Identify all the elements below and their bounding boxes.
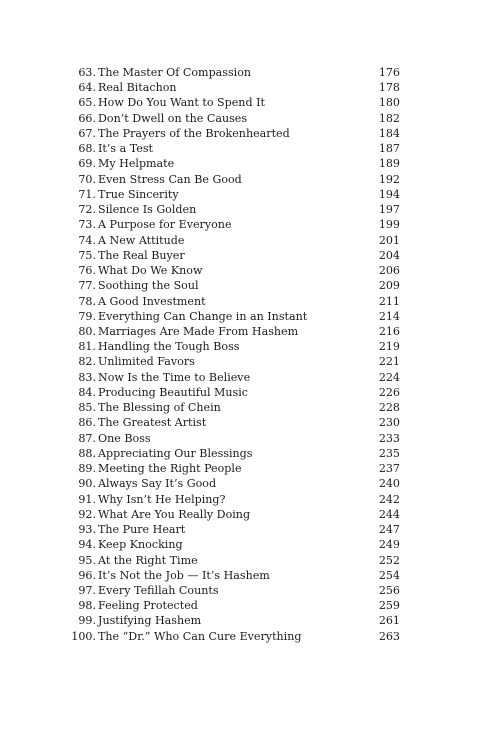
toc-entry-title: Soothing the Soul: [98, 279, 199, 293]
toc-entry-page-number: 201: [378, 233, 400, 247]
toc-entry[interactable]: [70, 354, 400, 369]
toc-entry-number: 67.: [78, 126, 96, 140]
toc-entry[interactable]: [70, 492, 400, 507]
toc-entry-page-number: 176: [378, 66, 400, 79]
toc-entry-title: Justifying Hashem: [98, 614, 202, 628]
toc-entry[interactable]: [70, 370, 400, 385]
toc-entry-title: True Sincerity: [98, 187, 179, 201]
toc-entry-number: 90.: [78, 477, 96, 491]
toc-entry-number: 99.: [78, 614, 96, 628]
toc-entry-title: The Real Buyer: [98, 248, 185, 262]
toc-entry-page-number: 252: [378, 553, 400, 567]
toc-entry-number: 98.: [78, 599, 96, 613]
toc-entry[interactable]: [70, 400, 400, 415]
toc-entry-title: Producing Beautiful Music: [98, 385, 248, 399]
toc-entry[interactable]: [70, 80, 400, 95]
toc-entry-title: Silence Is Golden: [98, 203, 197, 217]
toc-entry-number: 70.: [78, 172, 96, 186]
toc-entry-page-number: 221: [378, 355, 400, 369]
toc-entry[interactable]: [70, 95, 400, 110]
toc-entry-page-number: 192: [378, 172, 400, 186]
toc-entry[interactable]: [70, 294, 400, 309]
toc-entry-title: A Good Investment: [98, 294, 206, 308]
table-of-contents: [70, 65, 400, 644]
toc-entry-page-number: 240: [378, 477, 400, 491]
toc-entry-title: What Do We Know: [98, 264, 203, 278]
toc-entry-title: It’s a Test: [98, 142, 153, 156]
toc-entry-title: Every Tefillah Counts: [98, 583, 219, 597]
toc-entry-number: 63.: [78, 66, 96, 79]
toc-entry-title: Everything Can Change in an Instant: [98, 309, 308, 323]
toc-entry[interactable]: [70, 278, 400, 293]
toc-entry-page-number: 214: [378, 309, 400, 323]
toc-entry-title: The Pure Heart: [98, 523, 186, 537]
toc-entry-number: 88.: [78, 446, 96, 460]
toc-entry[interactable]: [70, 385, 400, 400]
toc-entry-title: Now Is the Time to Believe: [98, 370, 251, 384]
toc-entry[interactable]: [70, 522, 400, 537]
toc-entry-number: 72.: [78, 203, 96, 217]
toc-entry-title: The Greatest Artist: [98, 416, 207, 430]
toc-entry[interactable]: [70, 415, 400, 430]
toc-entry-page-number: 219: [378, 340, 400, 354]
toc-entry[interactable]: [70, 339, 400, 354]
toc-entry-page-number: 228: [378, 401, 400, 415]
toc-entry-page-number: 235: [378, 446, 400, 460]
toc-entry[interactable]: [70, 65, 400, 80]
toc-entry[interactable]: [70, 263, 400, 278]
toc-entry-page-number: 249: [378, 538, 400, 552]
toc-entry[interactable]: [70, 217, 400, 232]
toc-entry[interactable]: [70, 476, 400, 491]
toc-entry-title: At the Right Time: [98, 553, 198, 567]
toc-entry-title: The Master Of Compassion: [98, 66, 252, 79]
toc-entry[interactable]: [70, 537, 400, 552]
toc-entry-page-number: 216: [378, 324, 400, 338]
toc-entry-title: Feeling Protected: [98, 599, 198, 613]
toc-entry-title: Marriages Are Made From Hashem: [98, 324, 299, 338]
toc-entry-number: 76.: [78, 264, 96, 278]
toc-entry-title: A Purpose for Everyone: [98, 218, 232, 232]
toc-entry-page-number: 237: [378, 462, 400, 476]
toc-entry[interactable]: [70, 613, 400, 628]
toc-entry-title: How Do You Want to Spend It: [98, 96, 265, 110]
toc-entry[interactable]: [70, 629, 400, 644]
toc-entry-number: 96.: [78, 568, 96, 582]
toc-entry-title: The Blessing of Chein: [98, 401, 221, 415]
toc-entry-page-number: 244: [378, 507, 400, 521]
toc-entry-page-number: 211: [378, 294, 400, 308]
toc-entry-title: Keep Knocking: [98, 538, 183, 552]
toc-entry-number: 80.: [78, 324, 96, 338]
toc-entry-title: Real Bitachon: [98, 81, 177, 95]
toc-entry-page-number: 259: [378, 599, 400, 613]
toc-entry-title: The “Dr.” Who Can Cure Everything: [98, 629, 302, 643]
toc-entry[interactable]: [70, 141, 400, 156]
toc-entry[interactable]: [70, 568, 400, 583]
toc-entry-number: 82.: [78, 355, 96, 369]
toc-entry-number: 100.: [71, 629, 96, 643]
toc-entry-title: Always Say It’s Good: [98, 477, 217, 491]
toc-entry-page-number: 254: [378, 568, 400, 582]
toc-entry-title: One Boss: [98, 431, 151, 445]
toc-entry-title: Even Stress Can Be Good: [98, 172, 242, 186]
toc-entry-number: 87.: [78, 431, 96, 445]
toc-entry-number: 85.: [78, 401, 96, 415]
toc-entry-number: 94.: [78, 538, 96, 552]
toc-entry-title: Meeting the Right People: [98, 462, 242, 476]
toc-entry-page-number: 233: [378, 431, 400, 445]
toc-entry-number: 69.: [78, 157, 96, 171]
toc-entry[interactable]: [70, 126, 400, 141]
toc-entry-number: 92.: [78, 507, 96, 521]
toc-entry-number: 86.: [78, 416, 96, 430]
toc-entry[interactable]: [70, 156, 400, 171]
toc-entry-number: 78.: [78, 294, 96, 308]
toc-entry-number: 91.: [78, 492, 96, 506]
toc-entry-page-number: 224: [378, 370, 400, 384]
toc-entry-number: 66.: [78, 111, 96, 125]
toc-entry-number: 75.: [78, 248, 96, 262]
toc-entry[interactable]: [70, 598, 400, 613]
toc-entry-title: Don’t Dwell on the Causes: [98, 111, 248, 125]
toc-entry-page-number: 247: [378, 523, 400, 537]
toc-entry-page-number: 204: [378, 248, 400, 262]
toc-entry-number: 83.: [78, 370, 96, 384]
toc-entry-number: 81.: [78, 340, 96, 354]
toc-entry-page-number: 194: [378, 187, 400, 201]
toc-entry-title: Appreciating Our Blessings: [98, 446, 253, 460]
toc-entry[interactable]: [70, 187, 400, 202]
toc-entry-page-number: 180: [378, 96, 400, 110]
toc-entry[interactable]: [70, 431, 400, 446]
toc-entry-number: 97.: [78, 583, 96, 597]
toc-entry-title: What Are You Really Doing: [98, 507, 251, 521]
toc-entry-page-number: 209: [378, 279, 400, 293]
toc-entry-page-number: 226: [378, 385, 400, 399]
toc-entry-page-number: 261: [378, 614, 400, 628]
toc-entry-title: It’s Not the Job — It’s Hashem: [98, 568, 270, 582]
toc-entry[interactable]: [70, 111, 400, 126]
toc-entry-title: Unlimited Favors: [98, 355, 195, 369]
toc-entry[interactable]: [70, 507, 400, 522]
toc-entry-number: 64.: [78, 81, 96, 95]
toc-entry-number: 73.: [78, 218, 96, 232]
toc-entry-page-number: 206: [378, 264, 400, 278]
toc-entry-number: 95.: [78, 553, 96, 567]
toc-entry[interactable]: [70, 553, 400, 568]
toc-entry-number: 79.: [78, 309, 96, 323]
toc-entry-title: A New Attitude: [98, 233, 185, 247]
toc-entry-number: 65.: [78, 96, 96, 110]
toc-entry-title: Why Isn’t He Helping?: [98, 492, 226, 506]
toc-entry[interactable]: [70, 309, 400, 324]
toc-entry-number: 71.: [78, 187, 96, 201]
toc-entry-page-number: 178: [378, 81, 400, 95]
toc-entry[interactable]: [70, 202, 400, 217]
toc-entry-number: 74.: [78, 233, 96, 247]
toc-entry[interactable]: [70, 583, 400, 598]
toc-entry-page-number: 199: [378, 218, 400, 232]
toc-entry[interactable]: [70, 324, 400, 339]
toc-entry-page-number: 256: [378, 583, 400, 597]
toc-entry-page-number: 230: [378, 416, 400, 430]
toc-entry-page-number: 197: [378, 203, 400, 217]
toc-entry[interactable]: [70, 446, 400, 461]
toc-entry-page-number: 263: [378, 629, 400, 643]
toc-entry[interactable]: [70, 172, 400, 187]
toc-entry-number: 93.: [78, 523, 96, 537]
toc-entry-page-number: 187: [378, 142, 400, 156]
toc-entry-number: 84.: [78, 385, 96, 399]
toc-entry-page-number: 182: [378, 111, 400, 125]
toc-entry[interactable]: [70, 248, 400, 263]
toc-entry-page-number: 184: [378, 126, 400, 140]
toc-entry-number: 89.: [78, 462, 96, 476]
toc-entry-number: 77.: [78, 279, 96, 293]
toc-entry-number: 68.: [78, 142, 96, 156]
toc-entry-page-number: 242: [378, 492, 400, 506]
toc-entry-title: My Helpmate: [98, 157, 175, 171]
toc-entry[interactable]: [70, 461, 400, 476]
toc-entry-title: Handling the Tough Boss: [98, 340, 240, 354]
toc-entry-page-number: 189: [378, 157, 400, 171]
toc-entry-title: The Prayers of the Brokenhearted: [98, 126, 290, 140]
toc-entry[interactable]: [70, 233, 400, 248]
